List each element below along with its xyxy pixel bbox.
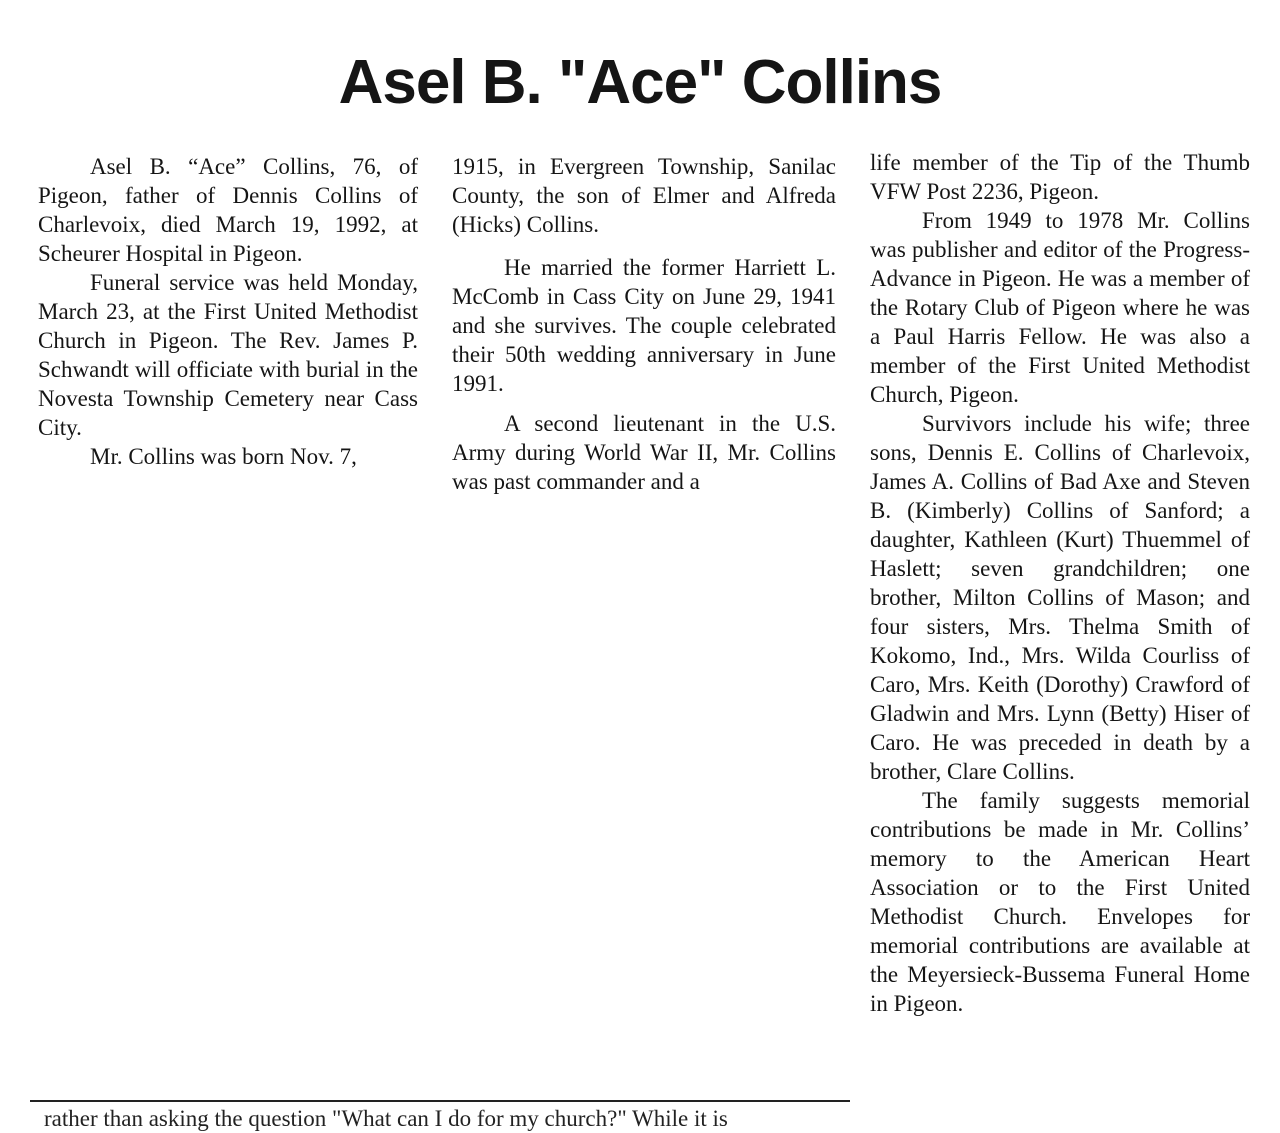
next-article-fragment [44,1100,844,1131]
paragraph: 1915, in Evergreen Township, Sanilac County, the son of Elmer and Alfreda (Hicks) Collins. [452,154,836,237]
next-article-text: rather than asking the question "What can I do for my church?" While it is [44,1106,728,1131]
paragraph: He married the former Harriett L. McComb in Cass City on June 29, 1941 and she survives. The couple celebrated their 50th wedding anniversary in June 1991. [452,255,836,396]
paragraph: Mr. Collins was born Nov. 7, [90,444,357,469]
article-column-2 [452,152,836,496]
obituary-title: Asel B. "Ace" Collins [338,48,942,117]
paragraph: The family suggests memorial contributions be made in Mr. Collins’ memory to the American Heart Association or to the First United Methodist Church. Envelopes for memorial contributions are available at the Meyersieck-Bussema Funeral Home in Pigeon. [870,788,1250,1016]
paragraph: Survivors include his wife; three sons, Dennis E. Collins of Charlevoix, James A. Collins of Bad Axe and Steven B. (Kimberly) Collins of Sanford; a daughter, Kathleen (Kurt) Thuemmel of Haslett; seven grandchildren; one brother, Milton Collins of Mason; and four sisters, Mrs. Thelma Smith of Kokomo, Ind., Mrs. Wilda Courliss of Caro, Mrs. Keith (Dorothy) Crawford of Gladwin and Mrs. Lynn (Betty) Hiser of Caro. He was preceded in death by a brother, Clare Collins. [870,411,1250,784]
paragraph: From 1949 to 1978 Mr. Collins was publisher and editor of the Progress-Advance in Pigeon. He was a member of the Rotary Club of Pigeon where he was a Paul Harris Fellow. He was also a member of the First United Methodist Church, Pigeon. [870,208,1250,407]
paragraph: Funeral service was held Monday, March 23, at the First United Methodist Church in Pigeon. The Rev. James P. Schwandt will officiate with burial in the Novesta Township Cemetery near Cass City. [38,270,418,440]
paragraph: A second lieutenant in the U.S. Army during World War II, Mr. Collins was past commander and a [452,411,836,494]
paragraph: life member of the Tip of the Thumb VFW Post 2236, Pigeon. [870,150,1250,204]
paragraph: Asel B. “Ace” Collins, 76, of Pigeon, father of Dennis Collins of Charlevoix, died March 19, 1992, at Scheurer Hospital in Pigeon. [38,154,418,266]
article-column-1 [38,152,418,471]
article-column-3 [870,148,1250,1018]
